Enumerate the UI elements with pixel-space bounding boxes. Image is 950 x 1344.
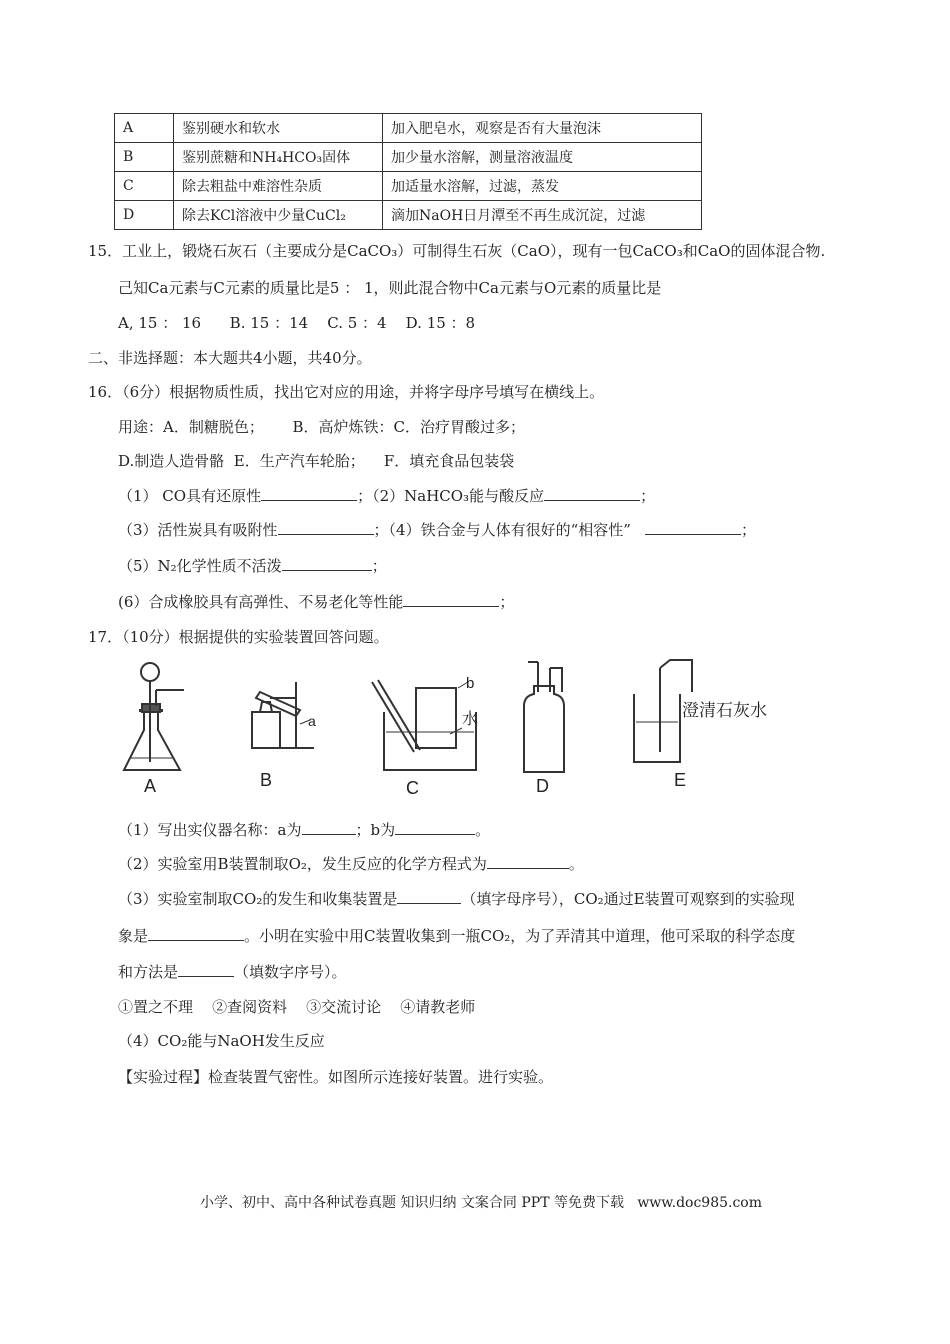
row-purpose: 鉴别蔗糖和NH₄HCO₃固体 [174,143,383,172]
semicolon: ； [640,487,656,505]
answer-blank[interactable] [302,820,356,835]
answer-blank[interactable] [282,556,372,571]
label-C: C [406,778,419,798]
q17-process: 【实验过程】检查装置气密性。如图所示连接好装置。进行实验。 [118,1068,554,1086]
answer-blank[interactable] [645,520,741,535]
q16-uses-2: D.制造人造骨骼 E．生产汽车轮胎； F．填充食品包装袋 [118,452,515,470]
apparatus-d-bottle [524,662,564,772]
q17-part3-text-e: 和方法是 [118,963,179,981]
answer-blank[interactable] [148,926,244,941]
semicolon: ； [740,521,756,539]
q16-part6-text: (6）合成橡胶具有高弹性、不易老化等性能 [118,593,404,611]
row-purpose: 鉴别硬水和软水 [174,114,383,143]
options-table [114,113,702,230]
row-method: 加入肥皂水，观察是否有大量泡沫 [383,114,702,143]
row-letter: A [115,114,174,143]
section-heading: 二、非选择题：本大题共4小题，共40分。 [88,349,372,367]
label-water: 水 [462,711,479,728]
q15-line2: 己知Ca元素与C元素的质量比是5 ： 1，则此混合物中Ca元素与O元素的质量比是 [118,279,662,297]
q15-options: A, 15 ： 16 B. 15 ：14 C. 5 ：4 D. 15 ：8 [118,314,476,332]
apparatus-b-stand [252,682,314,748]
label-limewater: 澄清石灰水 [682,701,767,720]
q17-part3-line3 [118,961,347,982]
q17-choices: ①置之不理 ②查阅资料 ③交流讨论 ④请教老师 [118,998,476,1016]
label-a: a [308,713,316,729]
q17-part3-line1 [118,888,795,909]
q16-uses-1: 用途：A．制糖脱色； B．高炉炼铁：C．治疗胃酸过多； [118,418,525,436]
q16-part1 [118,485,655,506]
label-B: B [260,770,273,790]
table-row [115,143,702,172]
q17-part1 [118,819,490,840]
table-row [115,114,702,143]
semicolon: ； [371,557,387,575]
q16-part5 [118,555,387,576]
q17-part3-text-d: 。小明在实验中用C装置收集到一瓶CO₂，为了弄清其中道理，他可采取的科学态度 [244,927,796,945]
answer-blank[interactable] [395,820,475,835]
q17-part2-text: （2）实验室用B装置制取O₂，发生反应的化学方程式为 [118,855,487,873]
q17-part4: （4）CO₂能与NaOH发生反应 [118,1032,325,1050]
q15-line1: 15．工业上，锻烧石灰石（主要成分是CaCO₃）可制得生石灰（CaO），现有一包CaCO₃和CaO的固体混合物. [88,242,826,260]
answer-blank[interactable] [261,486,357,501]
row-method: 加少量水溶解，测量溶液温度 [383,143,702,172]
q17-part3-line2 [118,925,795,946]
answer-blank[interactable] [178,962,234,977]
label-A: A [144,776,157,796]
q16-part3-text: （3）活性炭具有吸附性 [118,521,278,539]
answer-blank[interactable] [487,854,569,869]
table-row [115,172,702,201]
answer-blank[interactable] [544,486,640,501]
q17-stem: 17．（10分）根据提供的实验装置回答问题。 [88,628,389,646]
apparatus-c-trough [372,680,479,770]
q16-part5-text: （5）N₂化学性质不活泼 [118,557,282,575]
q16-part2-text: ；（2）NaHCO₃能与酸反应 [357,487,545,505]
q17-part3-text-b: （填字母序号），CO₂通过E装置可观察到的实验现 [461,890,795,908]
q17-part1-text: （1）写出实仪器名称：a为 [118,821,302,839]
q17-part1-text-b: ；b为 [355,821,396,839]
row-letter: B [115,143,174,172]
table-row [115,201,702,230]
q17-part3-text-c: 象是 [118,927,149,945]
row-letter: D [115,201,174,230]
q17-part3-text-f: （填数字序号）。 [234,963,347,981]
label-E: E [674,770,687,790]
q16-part6 [118,591,514,612]
page-footer: 小学、初中、高中各种试卷真题 知识归纳 文案合同 PPT 等免费下载 www.doc985.com [200,1195,763,1211]
label-b: b [466,675,475,692]
q16-part1-text: （1） CO具有还原性 [118,487,262,505]
q17-period: 。 [475,821,491,839]
q16-part2 [118,519,756,540]
apparatus-a-flask [124,663,184,770]
q16-stem: 16．（6分）根据物质性质，找出它对应的用途，并将字母序号填写在横线上。 [88,383,605,401]
label-D: D [536,776,549,796]
row-letter: C [115,172,174,201]
row-purpose: 除去粗盐中难溶性杂质 [174,172,383,201]
row-method: 加适量水溶解，过滤，蒸发 [383,172,702,201]
answer-blank[interactable] [278,520,374,535]
q17-part2 [118,853,584,874]
row-method: 滴加NaOH日月潭至不再生成沉淀，过滤 [383,201,702,230]
q17-part3-text: （3）实验室制取CO₂的发生和收集装置是 [118,890,398,908]
row-purpose: 除去KCl溶液中少量CuCl₂ [174,201,383,230]
q17-period: 。 [568,855,584,873]
q16-part4-text: ；（4）铁合金与人体有很好的“相容性” [373,521,631,539]
semicolon: ； [499,593,515,611]
apparatus-figure [110,652,830,802]
answer-blank[interactable] [397,889,461,904]
answer-blank[interactable] [403,592,499,607]
